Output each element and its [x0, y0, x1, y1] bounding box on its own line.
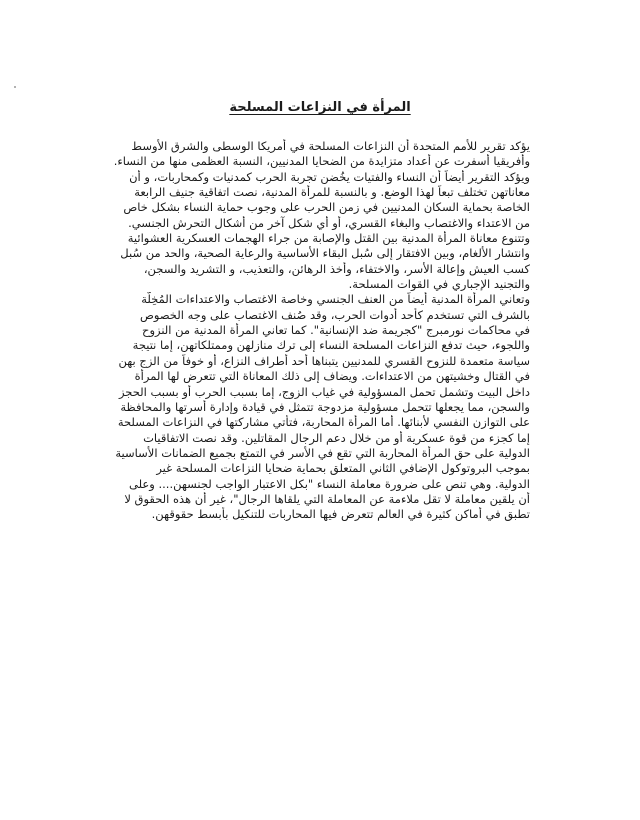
body-line: في القتال وخشيتهن من الاعتداءات. ويضاف إلى ذلك المعاناة التي تتعرض لها المرأة	[134, 369, 530, 384]
body-line: وتعاني المرأة المدنية أيضاً من العنف الجنسي وخاصة الاغتصاب والاعتداءات المُخِلّة	[141, 292, 530, 307]
body-line: وتتنوع معاناة المرأة المدنية بين القتل والإصابة من جراء الهجمات العسكرية العشوائية	[127, 231, 530, 246]
body-line: في محاكمات نورمبرج "كجريمة ضد الإنسانية". كما تعاني المرأة المدنية من النزوح	[142, 323, 530, 338]
body-line: سياسة متعمدة للنزوح القسري للمدنيين يتبناها أحد أطراف النزاع، أو خوفاً من الزج بهن	[118, 353, 530, 368]
body-line: يؤكد تقرير للأمم المتحدة أن النزاعات المسلحة في أمريكا الوسطى والشرق الأوسط	[131, 139, 530, 153]
body-line: والتجنيد الإجباري في القوات المسلحة.	[348, 277, 530, 292]
body-line: والسجن، مما يجعلها تتحمل مسؤولية مزدوجة تتمثل في قيادة وإدارة أسرتها والمحافظة	[120, 399, 530, 414]
body-line: الدولية. وهي تنص على ضرورة معاملة النساء "بكل الاعتبار الواجب لجنسهن.... وعلى	[129, 476, 530, 491]
document-body	[110, 139, 530, 523]
body-line: تطبق في أماكن كثيرة في العالم تتعرض فيها المحاربات للتنكيل بأبسط حقوقهن.	[151, 507, 530, 522]
body-line: واللجوء، حيث تدفع النزاعات المسلحة النساء إلى ترك منازلهن وممتلكاتهن، إما نتيجة	[132, 338, 530, 353]
body-line: الدولية على حق المرأة المحاربة التي تقع في الأسر في التمتع بجميع الضمانات الأساسية	[115, 445, 530, 460]
body-line: من الاعتداء والاغتصاب والبغاء القسري، أو أي شكل آخر من أشكال التحرش الجنسي.	[128, 215, 530, 230]
scan-speck	[14, 86, 16, 88]
document-title: المرأة في النزاعات المسلحة	[229, 100, 411, 115]
body-line: كسب العيش وإعالة الأسر، والاختفاء، وأخذ الرهائن، والتعذيب، و التشريد والسجن،	[143, 261, 530, 276]
body-line: بموجب البروتوكول الإضافي الثاني المتعلق بحماية ضحايا النزاعات المسلحة غير	[156, 461, 530, 476]
body-line: إما كجزء من قوة عسكرية أو من خلال دعم الرجال المقاتلين. وقد نصت الاتفاقيات	[143, 430, 530, 445]
body-line: معاناتهن تختلف تبعاً لهذا الوضع. و بالنسبة للمرأة المدنية، نصت اتفاقية جنيف الرابعة	[134, 185, 530, 200]
body-line: أن يلقين معاملة لا تقل ملاءمة عن المعاملة التي يلقاها الرجال"، غير أن هذه الحقوق لا	[124, 491, 530, 506]
body-line: على التوازن النفسي لأبنائها. أما المرأة المحاربة، فتأتي مشاركتها في النزاعات المسلحة	[117, 415, 530, 430]
body-line: الخاصة بحماية السكان المدنيين في زمن الحرب على وجوب حماية النساء بشكل خاص	[123, 200, 530, 215]
body-line: ويؤكد التقرير أيضاً أن النساء والفتيات يخُضن تجربة الحرب كمدنيات وكمحاربات، و أن	[129, 169, 530, 184]
body-line: داخل البيت وتشمل تحمل المسؤولية في غياب الزوج، إما بسبب الحرب أو بسبب الحجز	[118, 384, 530, 399]
body-line: وأفريقيا أسفرت عن أعداد متزايدة من الضحايا المدنيين، النسبة العظمى منها من النساء.	[113, 154, 530, 169]
body-line: بالشرف التي تستخدم كأحد أدوات الحرب، وقد صُنف الاغتصاب على وجه الخصوص	[139, 307, 530, 322]
body-line: وانتشار الألغام، وبين الافتقار إلى سُبل البقاء الأساسية والرعاية الصحية، والحد من سُبل	[120, 246, 530, 261]
